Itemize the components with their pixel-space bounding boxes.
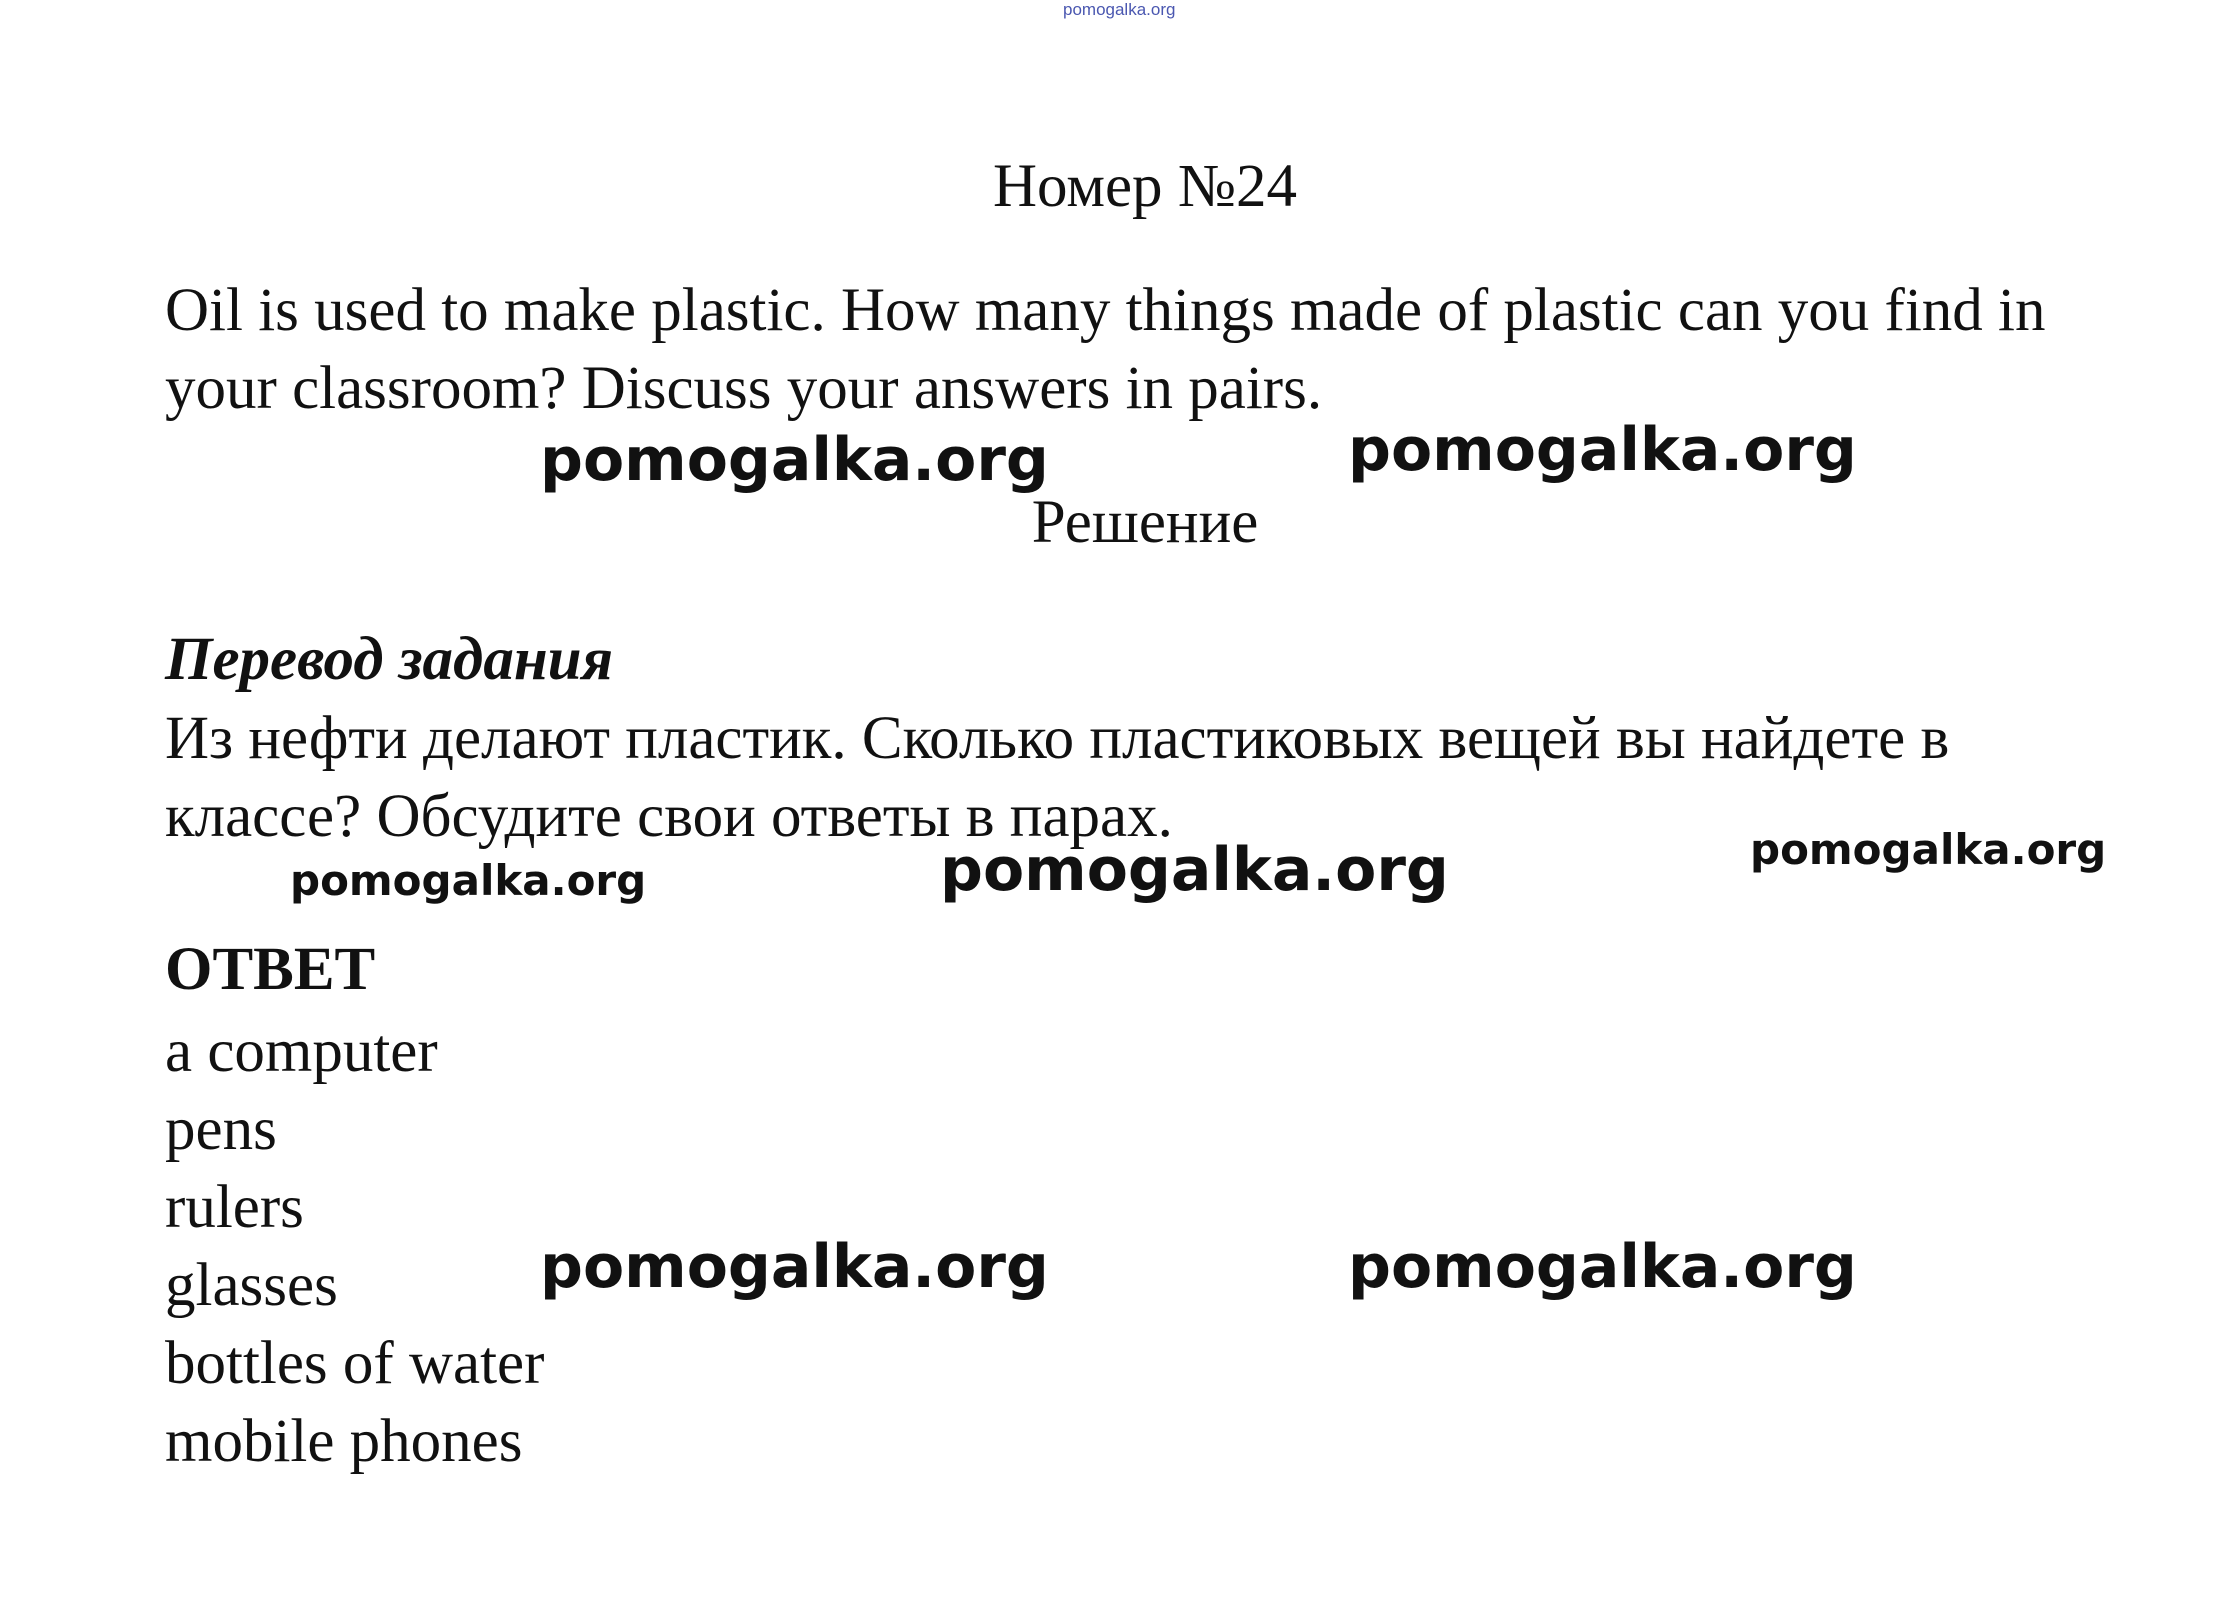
task-title: Номер №24 [992, 153, 1298, 220]
translation-heading: Перевод задания [165, 626, 614, 693]
list-item: bottles of water [165, 1330, 545, 1397]
watermark: pomogalka.org [1750, 825, 2107, 874]
list-item: rulers [165, 1174, 304, 1241]
translation-text: Из нефти делают пластик. Сколько пластиковых вещей вы найдете в классе? Обсудите свои ответы в парах. [165, 705, 1950, 850]
header-site-url: pomogalka.org [1063, 0, 1176, 19]
watermark: pomogalka.org [290, 856, 647, 905]
list-item: a computer [165, 1018, 438, 1085]
watermark: pomogalka.org [1348, 1232, 1857, 1302]
list-item: mobile phones [165, 1408, 523, 1475]
solution-label: Решение [1031, 489, 1259, 556]
watermark: pomogalka.org [1348, 415, 1857, 485]
list-item: pens [165, 1096, 277, 1163]
watermark: pomogalka.org [540, 1232, 1049, 1302]
watermark: pomogalka.org [540, 425, 1049, 495]
task-text: Oil is used to make plastic. How many things made of plastic can you find in your classroom? Discuss your answers in pairs. [165, 277, 2046, 422]
list-item: glasses [165, 1252, 338, 1319]
answer-list [165, 1013, 544, 1481]
watermark: pomogalka.org [940, 835, 1449, 905]
answer-heading: ОТВЕТ [165, 936, 376, 1003]
